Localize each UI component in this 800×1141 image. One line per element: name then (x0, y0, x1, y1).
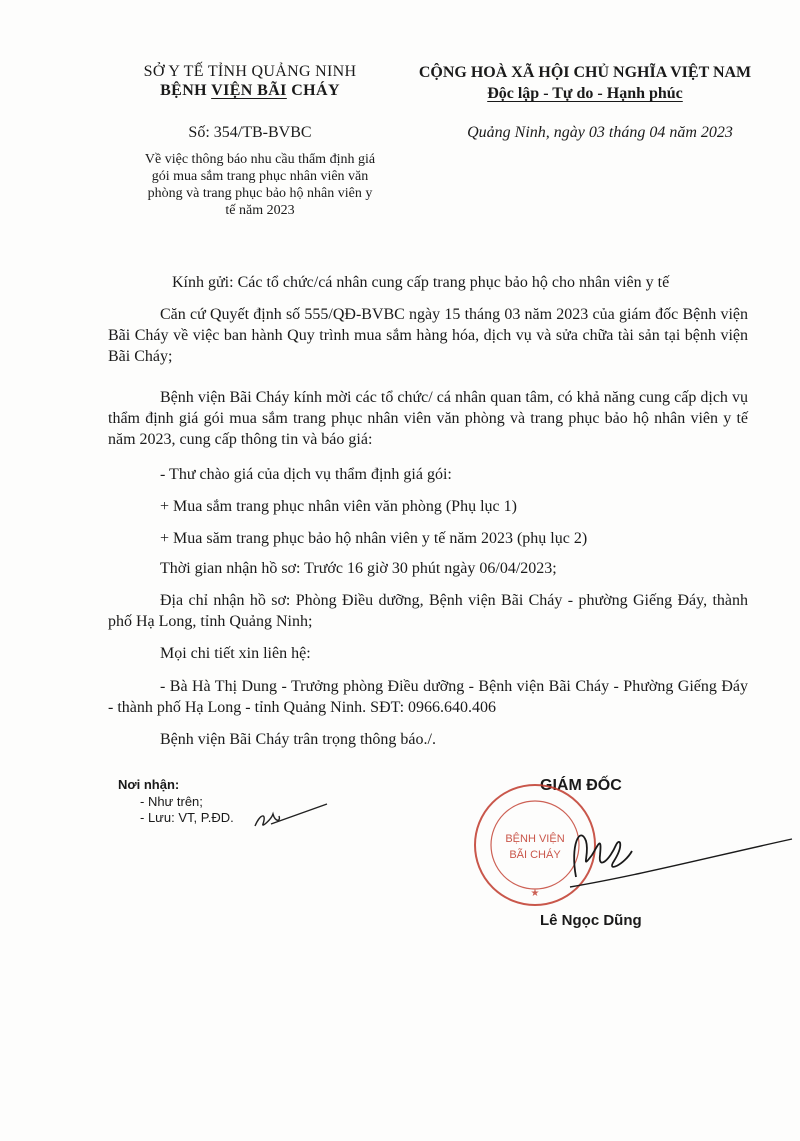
national-header (405, 62, 765, 104)
paragraph-legal-basis: Căn cứ Quyết định số 555/QĐ-BVBC ngày 15 tháng 03 năm 2023 của giám đốc Bệnh viện Bãi Cháy về việc ban hành Quy trình mua sắm hàng hóa, dịch vụ và sửa chữa tài sản tại bệnh viện Bãi Cháy; (108, 306, 748, 365)
list-intro: - Thư chào giá của dịch vụ thẩm định giá gói: (160, 466, 452, 483)
submission-address: Địa chỉ nhận hồ sơ: Phòng Điều dưỡng, Bệnh viện Bãi Cháy - phường Giếng Đáy, thành phố Hạ Long, tỉnh Quảng Ninh; (108, 592, 748, 630)
contact-details: - Bà Hà Thị Dung - Trưởng phòng Điều dưỡng - Bệnh viện Bãi Cháy - Phường Giếng Đáy - thành phố Hạ Long - tỉnh Quảng Ninh. SĐT: 0966.640.406 (108, 678, 748, 716)
document-subject (140, 151, 380, 219)
document-date: Quảng Ninh, ngày 03 tháng 04 năm 2023 (467, 124, 733, 141)
issuer-hospital-part-underlined: VIỆN BÃI (211, 82, 287, 99)
issuer-department: SỞ Y TẾ TỈNH QUẢNG NINH (143, 63, 357, 80)
recipient-item: - Lưu: VT, P.ĐD. (140, 810, 234, 825)
issuer-hospital-part: CHÁY (286, 82, 340, 99)
svg-text:★: ★ (530, 888, 540, 899)
closing-line: Bệnh viện Bãi Cháy trân trọng thông báo./. (160, 731, 436, 748)
issuer-hospital (110, 81, 390, 100)
greeting: Kính gửi: Các tổ chức/cá nhân cung cấp trang phục bảo hộ cho nhân viên y tế (172, 274, 670, 291)
subject-line: gói mua sắm trang phục nhân viên văn (151, 169, 369, 184)
initial-mark (215, 800, 330, 830)
list-item-appendix-1: + Mua sắm trang phục nhân viên văn phòng (Phụ lục 1) (160, 498, 517, 515)
submission-deadline: Thời gian nhận hồ sơ: Trước 16 giờ 30 phút ngày 06/04/2023; (160, 560, 557, 577)
issuer-block (110, 62, 390, 100)
country-name: CỘNG HOÀ XÃ HỘI CHỦ NGHĨA VIỆT NAM (418, 64, 752, 81)
recipient-item: - Như trên; (140, 794, 203, 809)
issuer-hospital-part: BỆNH (160, 82, 212, 99)
signer-title: GIÁM ĐỐC (540, 777, 622, 794)
stamp-text-line: BỆNH VIỆN (505, 833, 565, 845)
director-signature (540, 815, 800, 905)
signer-name: Lê Ngọc Dũng (540, 912, 642, 929)
paragraph-invitation: Bệnh viện Bãi Cháy kính mời các tổ chức/ cá nhân quan tâm, có khả năng cung cấp dịch vụ thẩm định giá gói mua sắm trang phục nhân viên văn phòng và trang phục bảo hộ nhân viên y tế năm 2023, cung cấp thông tin và báo giá: (108, 389, 748, 448)
stamp-text-line: BÃI CHÁY (509, 849, 561, 861)
document-number: Số: 354/TB-BVBC (188, 124, 312, 141)
national-motto: Độc lập - Tự do - Hạnh phúc (487, 85, 683, 102)
contact-intro: Mọi chi tiết xin liên hệ: (160, 645, 311, 662)
recipients-title: Nơi nhận: (118, 777, 180, 792)
subject-line: phòng và trang phục bảo hộ nhân viên y (147, 186, 373, 201)
subject-line: tế năm 2023 (225, 203, 295, 218)
list-item-appendix-2: + Mua săm trang phục bảo hộ nhân viên y tế năm 2023 (phụ lục 2) (160, 530, 588, 547)
subject-line: Về việc thông báo nhu cầu thẩm định giá (144, 152, 376, 167)
